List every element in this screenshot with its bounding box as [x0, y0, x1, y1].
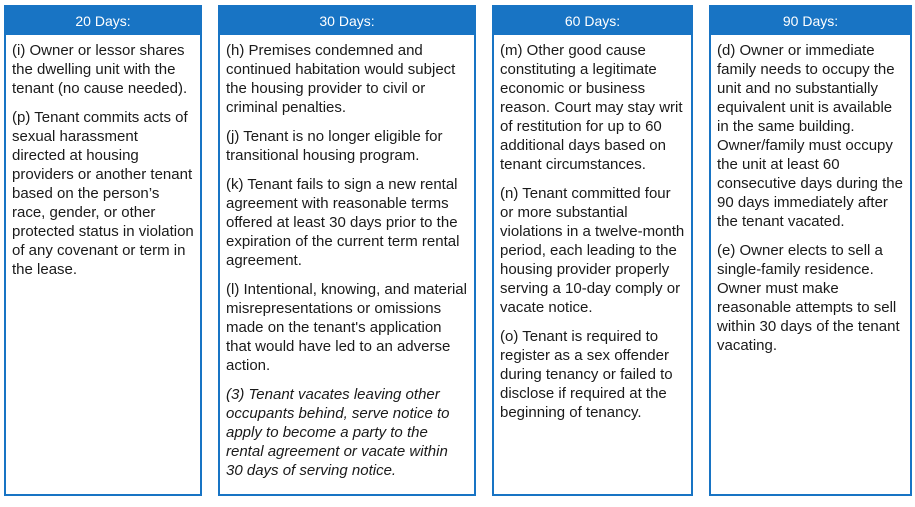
cause-item-d: (d) Owner or immediate family needs to occupy the unit and no substantially equivalent unit is available in the same building. Owner/family must occupy the unit at least 60 consecutive days during the 90 days immediately after the tenant vacated.: [717, 42, 903, 230]
column-body-30-days: [220, 35, 474, 480]
column-header-90-days: 90 Days:: [711, 7, 910, 35]
cause-item-k: (k) Tenant fails to sign a new rental agreement with reasonable terms offered at least 30 days prior to the expiration of the current term rental agreement.: [226, 176, 460, 269]
column-body-90-days: [711, 35, 910, 355]
column-header-20-days: 20 Days:: [6, 7, 200, 35]
cause-item-j: (j) Tenant is no longer eligible for transitional housing program.: [226, 128, 443, 164]
column-90-days: [709, 5, 912, 496]
column-20-days: [4, 5, 202, 496]
cause-item-o: (o) Tenant is required to register as a sex offender during tenancy or failed to disclose if required at the beginning of tenancy.: [500, 328, 673, 421]
cause-item-3: (3) Tenant vacates leaving other occupants behind, serve notice to apply to become a party to the rental agreement or vacate within 30 days of serving notice.: [226, 386, 450, 479]
cause-item-n: (n) Tenant committed four or more substantial violations in a twelve-month period, each leading to the housing provider properly serving a 10-day comply or vacate notice.: [500, 185, 685, 316]
column-30-days: [218, 5, 476, 496]
column-header-60-days: 60 Days:: [494, 7, 691, 35]
column-60-days: [492, 5, 693, 496]
column-body-60-days: [494, 35, 691, 422]
cause-item-e: (e) Owner elects to sell a single-family residence. Owner must make reasonable attempts to sell within 30 days of the tenant vacating.: [717, 242, 900, 354]
column-body-20-days: [6, 35, 200, 279]
cause-item-i: (i) Owner or lessor shares the dwelling unit with the tenant (no cause needed).: [12, 42, 188, 97]
cause-item-h: (h) Premises condemned and continued habitation would subject the housing provider to civil or criminal penalties.: [226, 42, 456, 116]
cause-item-m: (m) Other good cause constituting a legitimate economic or business reason. Court may stay writ of restitution for up to 60 additional days based on tenant circumstances.: [500, 42, 683, 173]
cause-item-p: (p) Tenant commits acts of sexual harassment directed at housing providers or another tenant based on the person’s race, gender, or other protected status in violation of any covenant or term in the lease.: [12, 109, 194, 278]
cause-item-l: (l) Intentional, knowing, and material misrepresentations or omissions made on the tenant's application that would have led to an adverse action.: [226, 281, 467, 374]
column-header-30-days: 30 Days:: [220, 7, 474, 35]
